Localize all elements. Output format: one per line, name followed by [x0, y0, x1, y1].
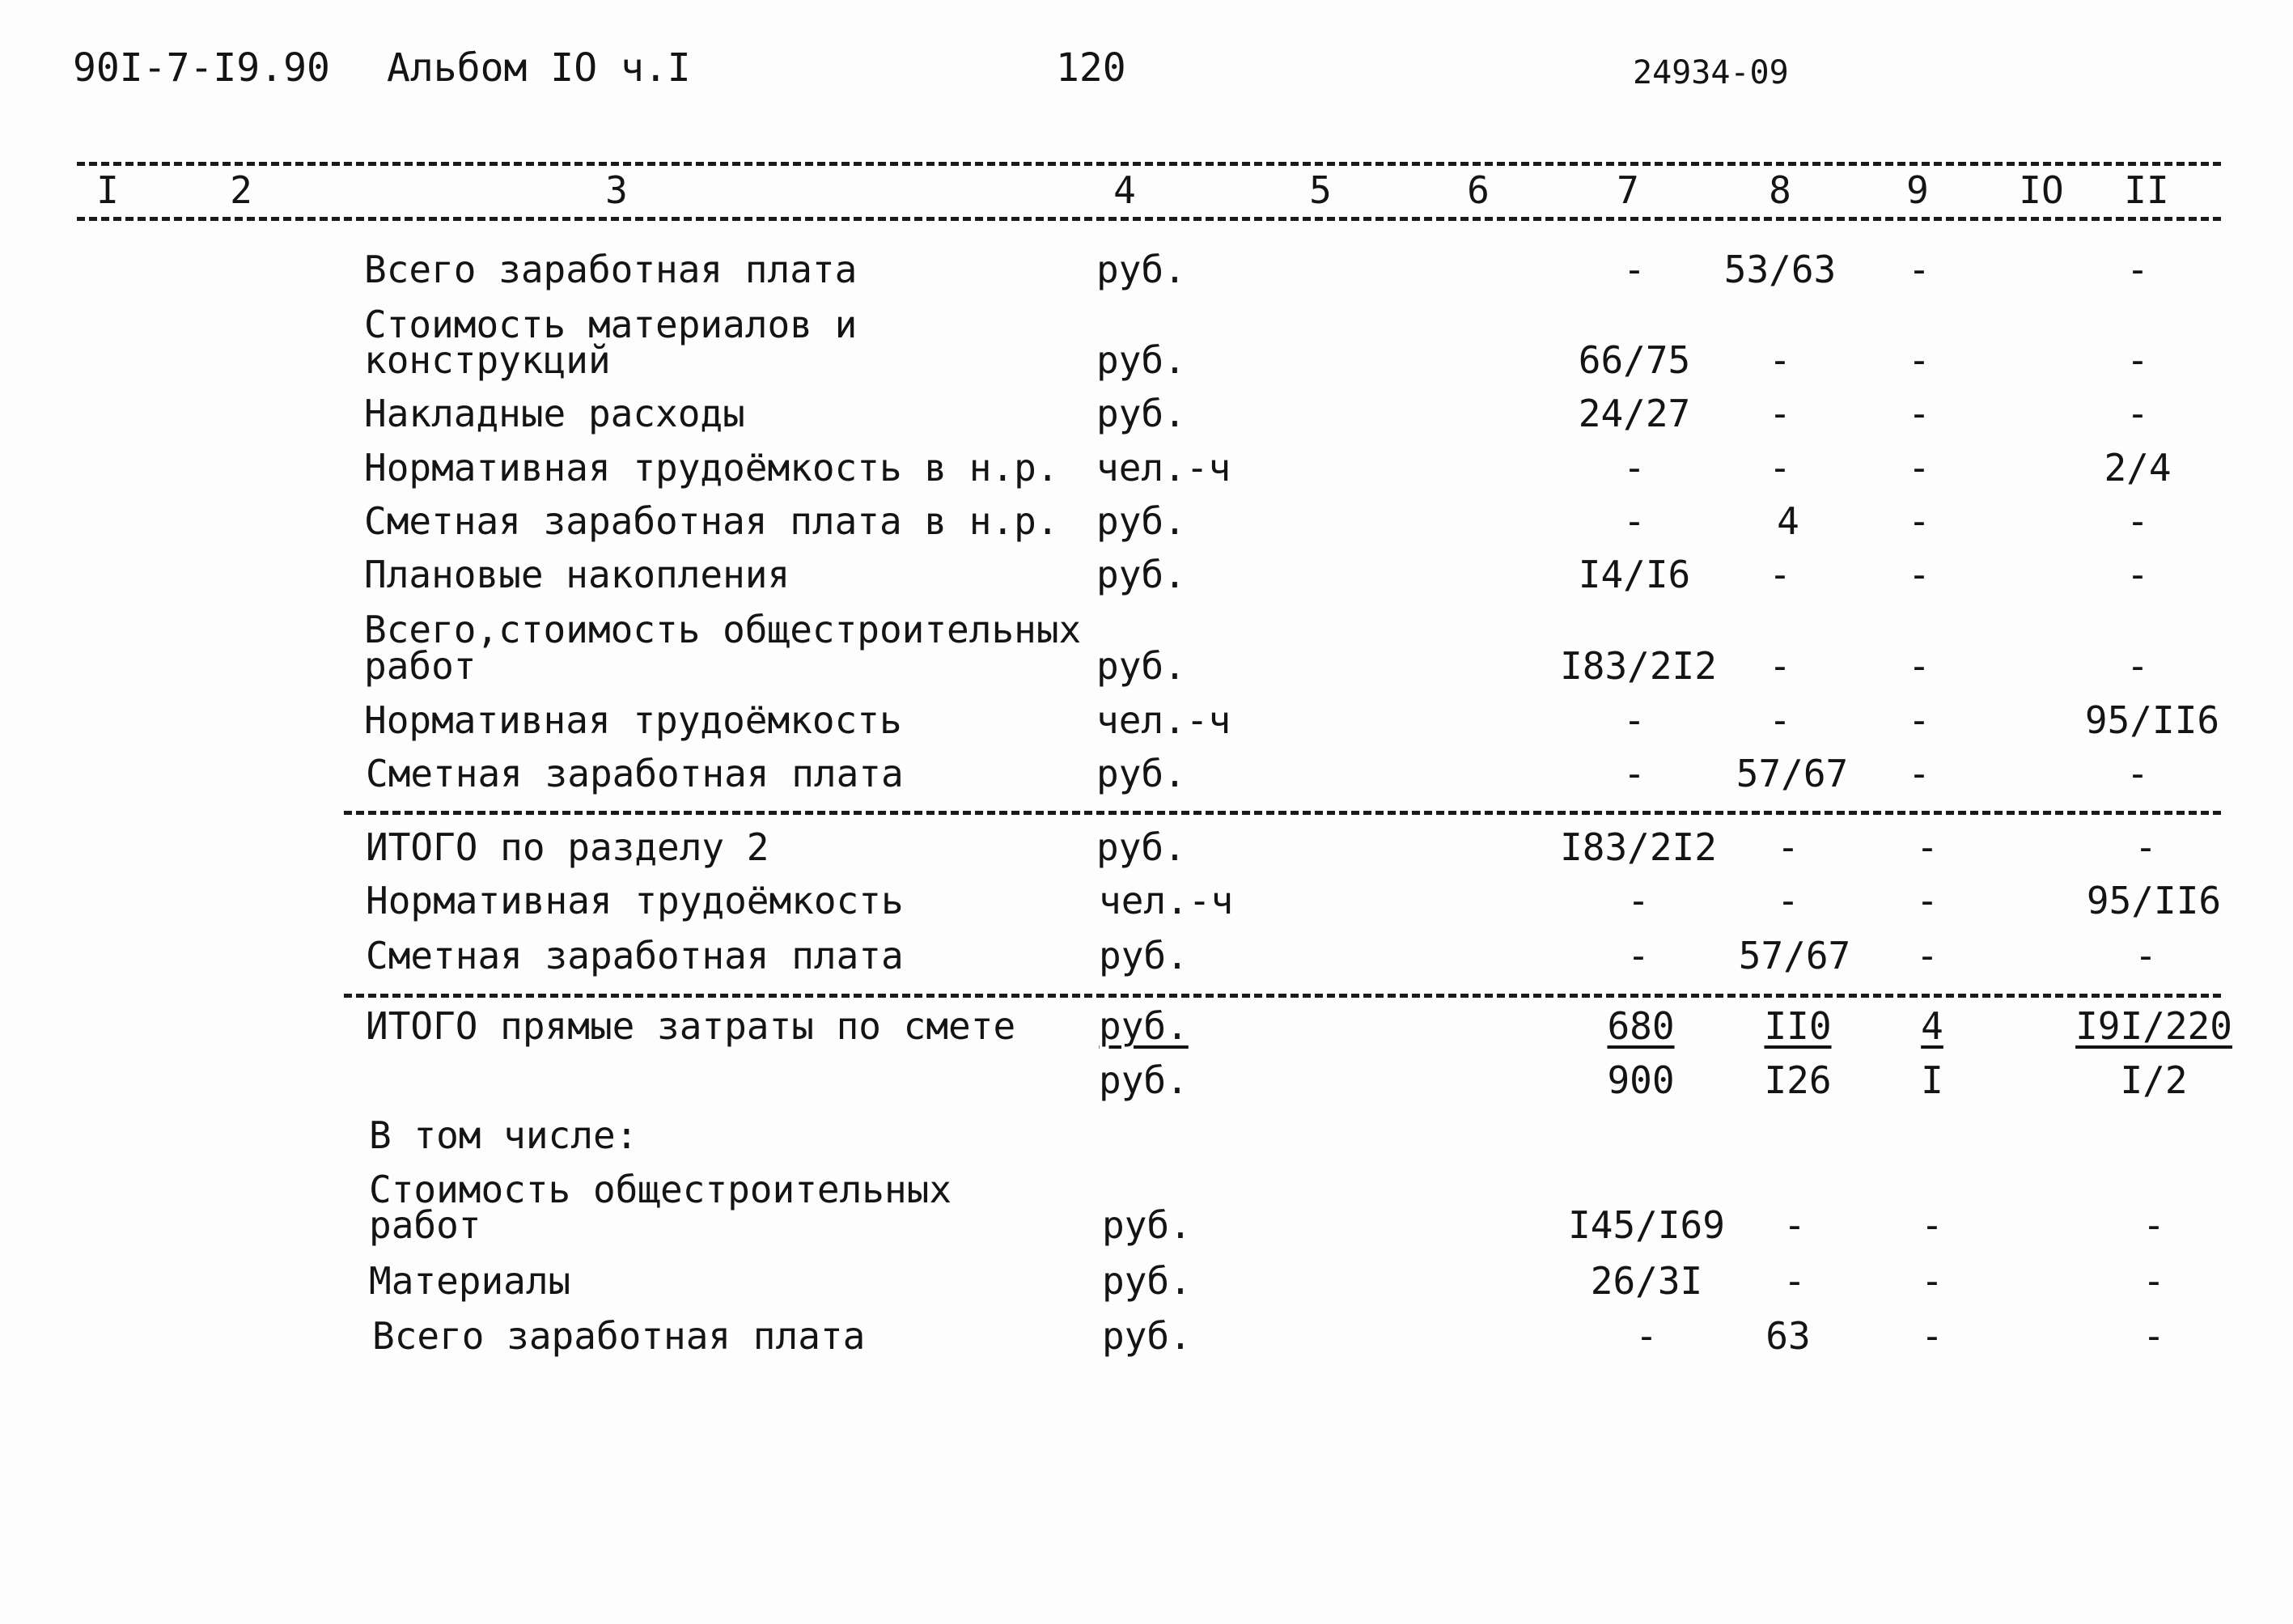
row-name: ИТОГО по разделу 2 — [366, 825, 769, 869]
cell-col7: - — [1627, 879, 1650, 922]
cell-col11: - — [2126, 499, 2149, 543]
row-name: ИТОГО прямые затраты по смете — [366, 1004, 1016, 1048]
cell-col8: 53/63 — [1723, 248, 1837, 291]
cell-col8: II0 — [1764, 1004, 1832, 1048]
row-name: Стоимость материалов и — [364, 303, 858, 346]
cell-col9: - — [1908, 248, 1931, 291]
column-number: II — [2124, 168, 2169, 212]
column-number: 5 — [1309, 168, 1332, 212]
cell-col9: - — [1908, 752, 1931, 795]
cell-col11: I/2 — [2120, 1058, 2188, 1102]
cell-col11: - — [2143, 1314, 2165, 1358]
cell-col9: - — [1908, 499, 1931, 543]
cell-col11: - — [2126, 248, 2149, 291]
cell-col9: - — [1908, 698, 1931, 742]
cell-col8: - — [1777, 879, 1799, 922]
row-unit: руб. — [1102, 1259, 1192, 1303]
cell-col8: - — [1769, 446, 1791, 490]
row-name: Сметная заработная плата в н.р. — [364, 499, 1059, 543]
row-unit: руб. — [1096, 644, 1186, 688]
cell-col8: 57/67 — [1738, 934, 1851, 977]
cell-col9: - — [1916, 879, 1939, 922]
cell-col8: - — [1777, 825, 1799, 869]
header-top-rule — [77, 162, 2221, 166]
cell-col11: 95/II6 — [2084, 698, 2220, 742]
column-number: 3 — [605, 168, 628, 212]
cell-col8: - — [1769, 338, 1791, 382]
column-number: 9 — [1906, 168, 1929, 212]
column-number: I — [96, 168, 119, 212]
row-unit: руб. — [1099, 1004, 1189, 1048]
document-number: 24934-09 — [1633, 54, 1789, 91]
cell-col7: - — [1627, 934, 1650, 977]
cell-col9: - — [1908, 338, 1931, 382]
cell-col11: - — [2134, 825, 2157, 869]
row-unit: руб. — [1096, 825, 1186, 869]
cell-col9: - — [1916, 825, 1939, 869]
row-unit: руб. — [1099, 1058, 1189, 1102]
row-unit: руб. — [1102, 1314, 1192, 1358]
cell-col11: I9I/220 — [2075, 1004, 2232, 1048]
cell-col11: - — [2126, 392, 2149, 435]
cell-col11: - — [2126, 752, 2149, 795]
cell-col9: - — [1908, 446, 1931, 490]
cell-col7: 900 — [1607, 1058, 1675, 1102]
cell-col7: - — [1623, 446, 1646, 490]
cell-col8: - — [1769, 553, 1791, 596]
cell-col7: - — [1635, 1314, 1658, 1358]
row-name: Плановые накопления — [364, 553, 790, 596]
cell-col9: - — [1908, 644, 1931, 688]
cell-col11: - — [2143, 1203, 2165, 1247]
header-bottom-rule — [77, 217, 2221, 221]
cell-col8: - — [1769, 392, 1791, 435]
row-name: Материалы — [369, 1259, 571, 1303]
cell-col7: - — [1623, 698, 1646, 742]
row-name: Нормативная трудоёмкость — [364, 698, 902, 742]
column-number: 4 — [1113, 168, 1136, 212]
cell-col11: - — [2126, 338, 2149, 382]
cell-col8: - — [1769, 644, 1791, 688]
cell-col8: I26 — [1764, 1058, 1832, 1102]
cell-col8: 63 — [1765, 1314, 1811, 1358]
cell-col7: I83/2I2 — [1560, 644, 1717, 688]
album-label: Альбом IO ч.I — [387, 45, 691, 91]
row-name: Сметная заработная плата — [366, 752, 904, 795]
row-unit: руб. — [1096, 752, 1186, 795]
cell-col11: - — [2143, 1259, 2165, 1303]
page-number: 120 — [1056, 45, 1126, 91]
cell-col8: 57/67 — [1736, 752, 1849, 795]
row-unit: руб. — [1096, 553, 1186, 596]
row-name: Сметная заработная плата — [366, 934, 904, 977]
cell-col9: I — [1921, 1058, 1943, 1102]
column-number: 6 — [1467, 168, 1490, 212]
cell-col7: - — [1623, 752, 1646, 795]
row-name: Всего,стоимость общестроительных — [364, 608, 1082, 651]
row-unit: руб. — [1099, 934, 1189, 977]
cell-col11: - — [2126, 553, 2149, 596]
section-separator — [344, 811, 2221, 815]
row-name: Нормативная трудоёмкость — [366, 879, 904, 922]
row-name: В том числе: — [369, 1113, 638, 1157]
row-name: Накладные расходы — [364, 392, 745, 435]
cell-col11: - — [2126, 644, 2149, 688]
row-unit: руб. — [1096, 338, 1186, 382]
cell-col11: 2/4 — [2104, 446, 2172, 490]
cell-col9: - — [1921, 1259, 1943, 1303]
row-name-continuation: работ — [369, 1203, 481, 1247]
row-unit: руб. — [1096, 499, 1186, 543]
row-unit: руб. — [1096, 248, 1186, 291]
row-unit: чел.-ч — [1096, 698, 1231, 742]
cell-col8: 4 — [1777, 499, 1799, 543]
section-separator — [344, 994, 2221, 998]
cell-col7: I4/I6 — [1578, 553, 1691, 596]
cell-col8: - — [1783, 1203, 1806, 1247]
column-number: IO — [2019, 168, 2064, 212]
row-unit: руб. — [1102, 1203, 1192, 1247]
row-name: Нормативная трудоёмкость в н.р. — [364, 446, 1059, 490]
row-name: Стоимость общестроительных — [369, 1168, 952, 1211]
cell-col7: 680 — [1607, 1004, 1675, 1048]
row-unit: чел.-ч — [1099, 879, 1234, 922]
column-number: 7 — [1617, 168, 1639, 212]
cell-col7: 24/27 — [1578, 392, 1691, 435]
column-number: 8 — [1769, 168, 1791, 212]
cell-col9: 4 — [1921, 1004, 1943, 1048]
column-number: 2 — [230, 168, 252, 212]
cell-col11: 95/II6 — [2086, 879, 2222, 922]
row-name-continuation: конструкций — [364, 338, 611, 382]
row-unit: чел.-ч — [1096, 446, 1231, 490]
cell-col7: 66/75 — [1578, 338, 1691, 382]
cell-col7: I83/2I2 — [1560, 825, 1717, 869]
row-unit: руб. — [1096, 392, 1186, 435]
cell-col8: - — [1769, 698, 1791, 742]
cell-col8: - — [1783, 1259, 1806, 1303]
cell-col9: - — [1921, 1314, 1943, 1358]
cell-col9: - — [1916, 934, 1939, 977]
cell-col7: - — [1623, 499, 1646, 543]
row-name: Всего заработная плата — [372, 1314, 866, 1358]
document-code: 90I-7-I9.90 — [73, 45, 330, 91]
cell-col7: I45/I69 — [1568, 1203, 1725, 1247]
cell-col9: - — [1908, 553, 1931, 596]
cell-col7: - — [1623, 248, 1646, 291]
cell-col7: 26/3I — [1590, 1259, 1703, 1303]
cell-col9: - — [1908, 392, 1931, 435]
row-name-continuation: работ — [364, 644, 477, 688]
cell-col11: - — [2134, 934, 2157, 977]
row-name: Всего заработная плата — [364, 248, 858, 291]
cell-col9: - — [1921, 1203, 1943, 1247]
